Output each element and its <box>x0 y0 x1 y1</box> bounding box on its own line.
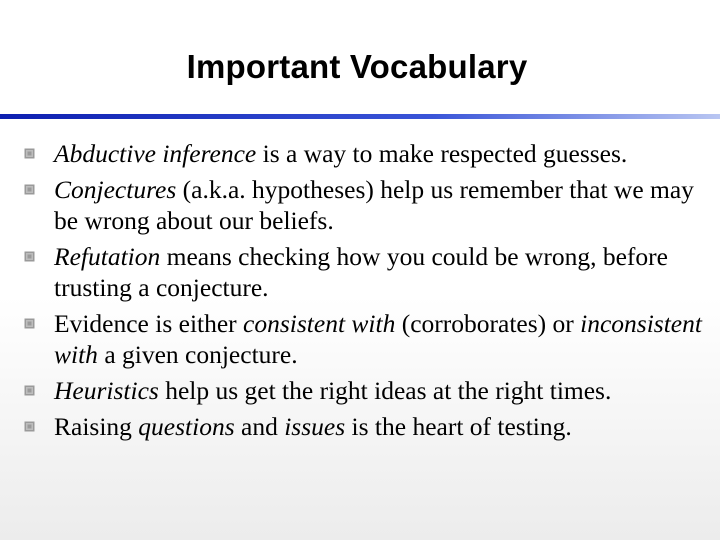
bullet-text <box>54 242 668 302</box>
bullet-text-segment: a given conjecture. <box>97 340 298 369</box>
bullet-term: Heuristics <box>54 376 159 405</box>
bullet-text <box>54 412 572 441</box>
square-bullet-icon <box>24 385 35 396</box>
bullet-item <box>24 375 714 406</box>
square-bullet-icon <box>24 318 35 329</box>
bullet-term: questions <box>138 412 235 441</box>
square-bullet-icon <box>24 251 35 262</box>
bullet-term: Conjectures <box>54 175 177 204</box>
bullet-text <box>54 376 611 405</box>
bullet-text <box>54 309 702 369</box>
bullet-item <box>24 138 714 169</box>
bullet-text-segment: (a.k.a. hypotheses) help us remember that we may be wrong about our beliefs. <box>54 175 694 235</box>
bullet-item <box>24 241 714 303</box>
slide-title: Important Vocabulary <box>186 48 528 85</box>
bullet-text <box>54 175 694 235</box>
bullet-text-segment: Evidence is either <box>54 309 244 338</box>
bullet-text-segment: help us get the right ideas at the right times. <box>158 376 612 405</box>
bullet-term: Abductive inference <box>54 139 257 168</box>
bullet-term: consistent with <box>243 309 396 338</box>
bullet-term: Refutation <box>54 242 161 271</box>
bullet-list <box>24 138 714 447</box>
bullet-text-segment: is the heart of testing. <box>345 412 572 441</box>
title-divider <box>0 114 720 119</box>
square-bullet-icon <box>24 421 35 432</box>
bullet-text-segment: (corroborates) or <box>395 309 581 338</box>
square-bullet-icon <box>24 184 35 195</box>
bullet-text-segment: means checking how you could be wrong, before trusting a conjecture. <box>54 242 668 302</box>
bullet-text <box>54 139 627 168</box>
bullet-item <box>24 411 714 442</box>
bullet-text-segment: Raising <box>54 412 139 441</box>
bullet-term: inconsistent with <box>54 309 702 369</box>
bullet-term: issues <box>284 412 346 441</box>
bullet-text-segment: is a way to make respected guesses. <box>256 139 628 168</box>
bullet-item <box>24 308 714 370</box>
square-bullet-icon <box>24 148 35 159</box>
bullet-text-segment: and <box>234 412 285 441</box>
bullet-item <box>24 174 714 236</box>
